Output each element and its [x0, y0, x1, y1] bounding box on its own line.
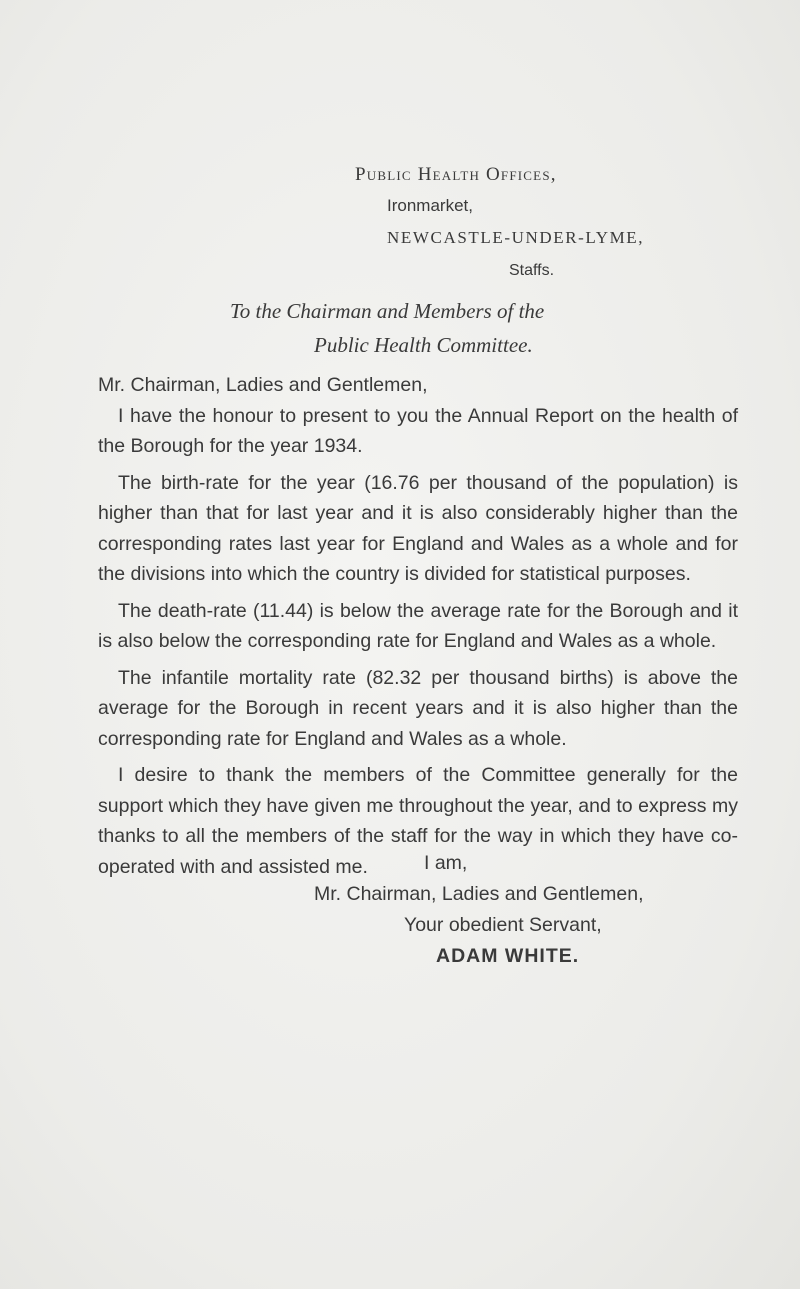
- letterhead: [355, 160, 775, 288]
- closing-line-1: I am,: [424, 852, 468, 874]
- addressee-line-1: To the Chairman and Members of the: [230, 299, 545, 323]
- paragraph-thanks: I desire to thank the members of the Committee generally for the support which they have given me throughout the year, and to express my thanks to all the members of the staff for the way in which they have co-operated with and assisted me.: [98, 764, 738, 878]
- paragraph-birth-rate: The birth-rate for the year (16.76 per thousand of the population) is higher than that for last year and it is also considerably higher than the corresponding rates last year for England and Wales as a whole and for the divisions into which the country is divided for statistical purposes.: [98, 471, 738, 585]
- paragraph-report: I have the honour to present to you the Annual Report on the health of the Borough for the year 1934.: [98, 404, 738, 457]
- letter-body: [98, 370, 738, 888]
- office-name: Public Health Offices,: [355, 164, 557, 185]
- addressee: [230, 294, 750, 362]
- salutation: Mr. Chairman, Ladies and Gentlemen,: [98, 374, 428, 396]
- county-name: Staffs.: [509, 262, 555, 279]
- closing-line-3: Your obedient Servant,: [404, 914, 602, 936]
- signature: ADAM WHITE.: [436, 945, 580, 967]
- street-address: Ironmarket,: [387, 196, 473, 215]
- paragraph-death-rate: The death-rate (11.44) is below the average rate for the Borough and it is also below the corresponding rate for England and Wales as a whole.: [98, 599, 738, 652]
- paragraph-infantile-mortality: The infantile mortality rate (82.32 per thousand births) is above the average for the Borough in recent years and it is also higher than the corresponding rate for England and Wales as a whole.: [98, 666, 738, 750]
- closing: [314, 848, 734, 972]
- closing-line-2: Mr. Chairman, Ladies and Gentlemen,: [314, 883, 644, 905]
- addressee-line-2: Public Health Committee.: [314, 333, 533, 357]
- town-name: NEWCASTLE-UNDER-LYME,: [387, 228, 645, 247]
